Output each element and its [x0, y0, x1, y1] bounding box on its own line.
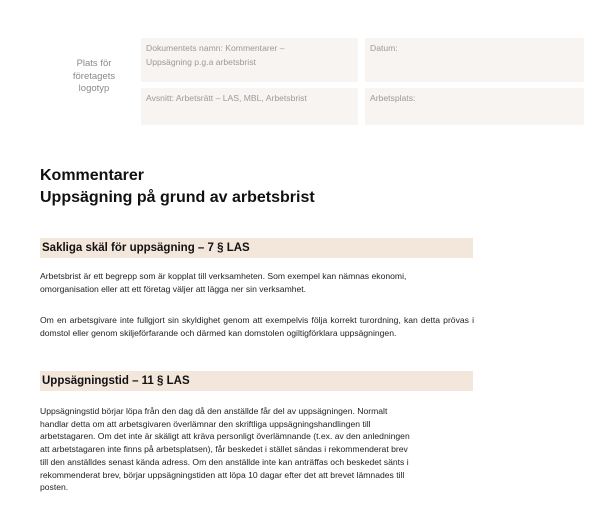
section-heading-grounds: Sakliga skäl för uppsägning – 7 § LAS [40, 238, 473, 258]
logo-placeholder: Plats för företagets logotyp [72, 58, 116, 94]
workplace-field: Arbetsplats: [365, 88, 584, 125]
section-heading-notice-period: Uppsägningstid – 11 § LAS [40, 371, 473, 391]
document-title [40, 165, 315, 209]
section-field: Avsnitt: Arbetsrätt – LAS, MBL, Arbetsbrist [141, 88, 358, 125]
document-title-line2: Uppsägning på grund av arbetsbrist [40, 189, 315, 206]
document-name-field: Dokumentets namn: Kommentarer – Uppsägning p.g.a arbetsbrist [141, 38, 358, 82]
document-title-line1: Kommentarer [40, 167, 145, 184]
paragraph: Uppsägningstid börjar löpa från den dag då den anställde får del av uppsägningen. Normalt handlar detta om att arbetsgivaren överlämnar den skriftliga uppsägningshandlingen till arbetstagaren. Om det inte är skäligt att kräva personligt överlämnande (t.ex. av den anledningen att arbetstagaren inte finns på arbetsplatsen), får beskedet i stället sändas i rekommenderat brev till den anställdes senast kända adress. Om den anställde inte kan anträffas och beskedet sänts i rekommenderat brev, börjar uppsägningstiden att löpa 10 dagar efter det att brevet lämnades till posten. [40, 406, 410, 493]
paragraph: Arbetsbrist är ett begrepp som är kopplat till verksamheten. Som exempel kan nämnas ekonomi, omorganisation eller att ett företag väljer att lägga ner sin verksamhet. [40, 271, 407, 294]
paragraph: Om en arbetsgivare inte fullgjort sin skyldighet genom att exempelvis följa korrekt turordning, kan detta prövas i domstol eller genom skiljeförfarande och därmed kan domstolen ogiltigförklara uppsägningen. [40, 315, 474, 338]
date-field: Datum: [365, 38, 584, 82]
